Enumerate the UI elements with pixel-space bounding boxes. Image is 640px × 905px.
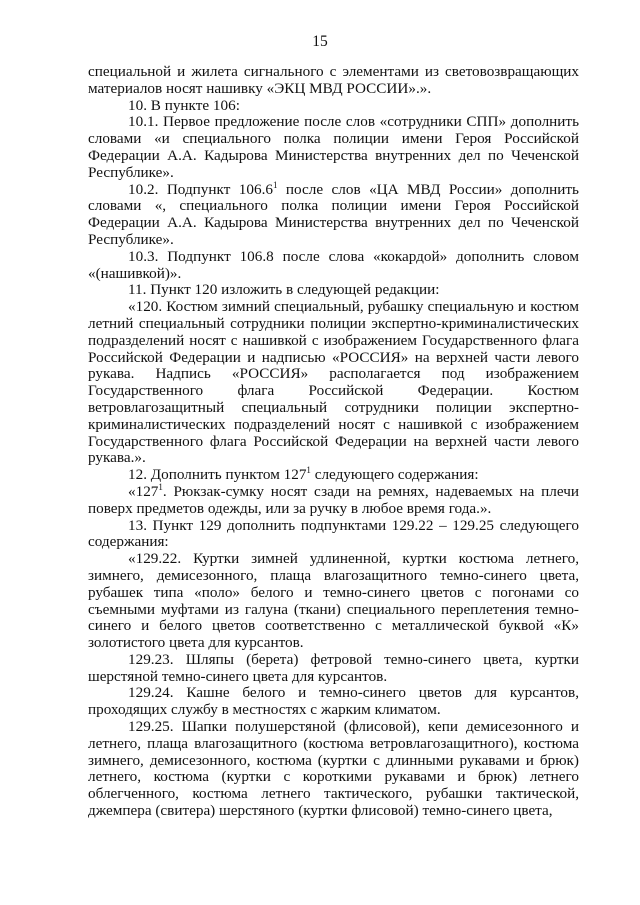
paragraph-item-10-2 [88,179,579,249]
superscript: 1 [158,481,163,492]
paragraph-item-10-1: 10.1. Первое предложение после слов «сотрудники СПП» дополнить словами «и специального полка полиции имени Героя Российской Федерации А.А. Кадырова Министерства внутренних дел по Чеченской Республике». [88,113,579,181]
paragraph-item-129-25: 129.25. Шапки полушерстяной (флисовой), кепи демисезонного и летнего, плаща влагозащитного (костюма ветровлагозащитного), костюма зимнего, демисезонного, костюма (куртки с длинными рукавами и брюк) летнего, костюма (куртки с короткими рукавами и брюк) летнего облегченного, костюма летнего тактического, рубашки тактической, джемпера (свитера) шерстяного (куртки флисовой) темно-синего цвета, [88,718,579,820]
paragraph-item-129-24: 129.24. Кашне белого и темно-синего цветов для курсантов, проходящих службу в местностях с жарким климатом. [88,684,579,719]
text-segment: 10.2. Подпункт 106.6 [128,180,273,198]
text-segment: «127 [128,482,159,500]
paragraph-item-10: 10. В пункте 106: [128,96,240,114]
text-segment: следующего содержания: [310,466,479,484]
paragraph-item-13: 13. Пункт 129 дополнить подпунктами 129.22 – 129.25 следующего содержания: [88,516,579,551]
text-segment: . Рюкзак-сумку носят сзади на ремнях, надеваемых на плечи поверх предметов одежды, или за ручку в любое время года.». [88,482,579,517]
paragraph-intro-continuation: специальной и жилета сигнального с элементами из световозвращающих материалов носят нашивку «ЭКЦ МВД РОССИИ».». [88,63,579,97]
document-body [88,64,579,820]
paragraph-item-127-1-text [88,481,579,518]
text-segment: после слов «ЦА МВД России» дополнить словами «, специального полка полиции имени Героя Российской Федерации А.А. Кадырова Министерства внутренних дел по Чеченской Республике». [88,180,579,248]
paragraph-item-129-22: «129.22. Куртки зимней удлиненной, куртки костюма летнего, зимнего, демисезонного, плаща влагозащитного темно-синего цвета, рубашек типа «поло» белого и темно-синего цветов с погонами со съемными муфтами из галуна (ткани) специального переплетения темно-синего и белого цветов соответственно с металлической буквой «К» золотистого цвета для курсантов. [88,550,579,652]
paragraph-item-11: 11. Пункт 120 изложить в следующей редакции: [128,281,440,299]
paragraph-item-10-3: 10.3. Подпункт 106.8 после слова «кокардой» дополнить словом «(нашивкой)». [88,247,579,282]
text-segment: 12. Дополнить пунктом 127 [128,466,307,484]
page-number: 15 [312,33,328,50]
paragraph-item-120-text: «120. Костюм зимний специальный, рубашку специальную и костюм летний специальный сотрудники полиции экспертно-криминалистических подразделений носят с нашивкой с изображением Государственного флага Российской Федерации и надписью «РОССИЯ» на верхней части левого рукава. Надпись «РОССИЯ» располагается под изображением Государственного флага Российской Федерации. Костюм ветровлагозащитный специальный сотрудники полиции экспертно-криминалистических подразделений носят с нашивкой с изображением Государственного флага Российской Федерации на верхней части левого рукава.». [88,298,579,467]
superscript: 1 [306,465,311,476]
superscript: 1 [272,179,278,190]
paragraph-item-129-23: 129.23. Шляпы (берета) фетровой темно-синего цвета, куртки шерстяной темно-синего цвета для курсантов. [88,650,579,685]
